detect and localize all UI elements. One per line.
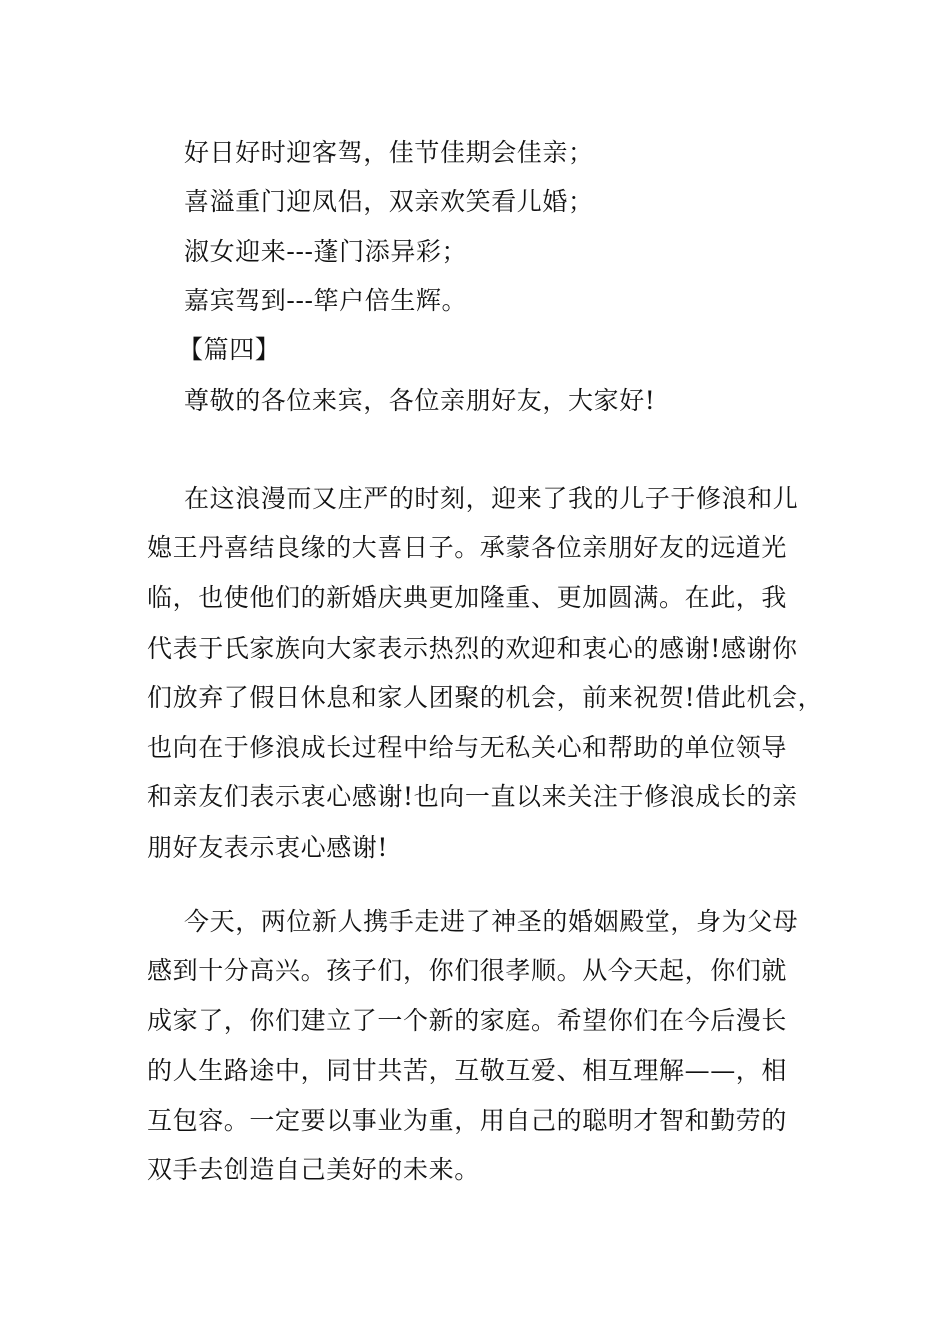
section-heading: 【篇四】 <box>178 335 281 364</box>
poem-line: 喜溢重门迎凤侣，双亲欢笑看儿婚； <box>184 187 594 216</box>
paragraph-line: 今天，两位新人携手走进了神圣的婚姻殿堂，身为父母 <box>184 907 799 936</box>
paragraph-line: 代表于氏家族向大家表示热烈的欢迎和衷心的感谢!感谢你 <box>147 634 798 663</box>
poem-line: 淑女迎来---蓬门添异彩； <box>184 237 468 266</box>
paragraph-line: 临，也使他们的新婚庆典更加隆重、更加圆满。在此，我 <box>147 583 788 612</box>
paragraph-line: 感到十分高兴。孩子们，你们很孝顺。从今天起，你们就 <box>147 956 788 985</box>
poem-line: 嘉宾驾到---筚户倍生辉。 <box>184 286 468 315</box>
paragraph-line: 的人生路途中，同甘共苦，互敬互爱、相互理解——，相 <box>147 1056 788 1085</box>
paragraph-line: 在这浪漫而又庄严的时刻，迎来了我的儿子于修浪和儿 <box>184 484 799 513</box>
paragraph-line: 朋好友表示衷心感谢! <box>147 833 389 862</box>
paragraph-line: 和亲友们表示衷心感谢!也向一直以来关注于修浪成长的亲 <box>147 782 798 811</box>
paragraph-line: 媳王丹喜结良缘的大喜日子。承蒙各位亲朋好友的远道光 <box>147 533 788 562</box>
paragraph-line: 互包容。一定要以事业为重，用自己的聪明才智和勤劳的 <box>147 1106 788 1135</box>
poem-line: 好日好时迎客驾，佳节佳期会佳亲； <box>184 138 594 167</box>
paragraph-line: 双手去创造自己美好的未来。 <box>147 1155 480 1184</box>
paragraph-line: 也向在于修浪成长过程中给与无私关心和帮助的单位领导 <box>147 733 788 762</box>
paragraph-line: 们放弃了假日休息和家人团聚的机会，前来祝贺!借此机会， <box>147 683 824 712</box>
greeting-line: 尊敬的各位来宾，各位亲朋好友，大家好! <box>184 386 656 415</box>
paragraph-line: 成家了，你们建立了一个新的家庭。希望你们在今后漫长 <box>147 1006 788 1035</box>
